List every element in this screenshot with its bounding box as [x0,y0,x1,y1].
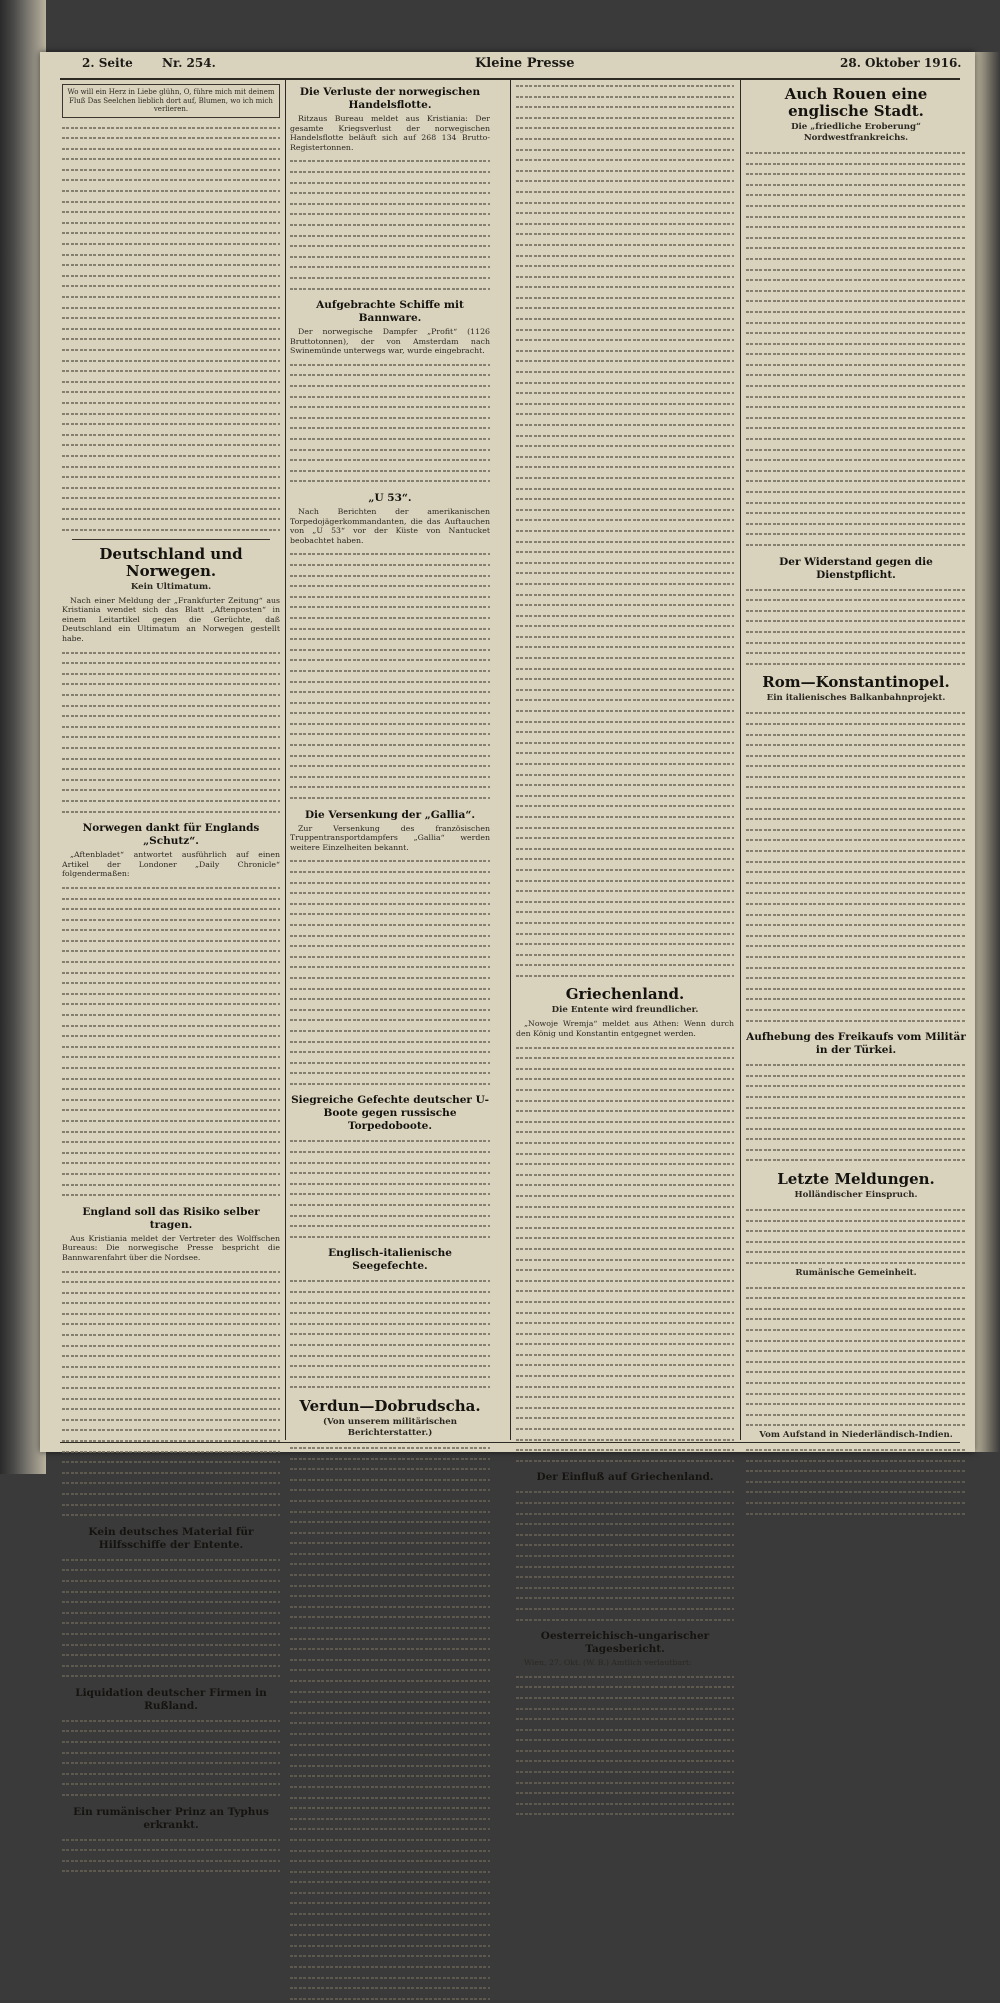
headline-england-risiko: England soll das Risiko selber tragen. [82,1205,260,1231]
column-rule [285,80,286,1440]
headline-griechenland: Griechenland. [565,985,685,1004]
page-edge [975,52,1000,1452]
body-text [290,548,490,802]
body-text [746,1444,966,1518]
article-text: Aus Kristiania meldet der Vertreter des Wolffschen Bureaus: Die norwegische Presse bespricht die Bannwarenfahrt über die Nordsee. [62,1233,280,1262]
body-text [62,882,280,1200]
article-text: „Aftenbladet“ antwortet ausführlich auf einen Artikel der Londoner „Daily Chronicle“ folgendermaßen: [62,850,280,879]
poem-box: Wo will ein Herz in Liebe glühn, O, führe mich mit deinem Fluß Das Seelchen lieblich dort auf, Blumen, wo ich mich verlieren. [62,84,280,118]
headline-verluste-handelsflotte: Die Verluste der norwegischen Handelsflotte. [299,86,481,111]
body-text [290,1275,490,1392]
footer-rule [60,1442,960,1443]
article-text: Der norwegische Dampfer „Profit“ (1126 Bruttotonnen), der von Amsterdam nach Swinemünde unterwegs war, wurde eingebracht. [290,327,490,356]
body-text [62,1554,280,1681]
page-number: 2. Seite [82,56,133,70]
issue-number: Nr. 254. [162,56,216,70]
column-4 [746,80,966,1518]
headline-seegefechte: Englisch-italienische Seegefechte. [328,1247,452,1273]
body-text [746,1282,966,1430]
headline-freikauf-tuerkei: Aufhebung des Freikaufs vom Militär in der Türkei. [746,1031,966,1057]
body-text [290,155,490,293]
body-text [62,1266,280,1520]
body-text [62,1834,280,1876]
separator [72,539,270,540]
body-text [290,359,490,486]
body-text [516,1042,734,1466]
body-text [746,147,966,550]
headline-deutschland-norwegen: Deutschland und Norwegen. [99,544,243,580]
headline-siegreiche-gefechte: Siegreiche Gefechte deutscher U-Boote gegen russische Torpedoboote. [291,1094,489,1133]
headline-widerstand: Der Widerstand gegen die Dienstpflicht. [779,555,933,581]
headline-liquidation: Liquidation deutscher Firmen in Rußland. [75,1686,267,1712]
article-text: Wien, 27. Okt. (W. B.) Amtlich verlautbart: [524,1658,692,1668]
column-3 [516,80,734,1819]
article-text: „Nowoje Wremja“ meldet aus Athen: Wenn durch den König und Konstantin entgegnet werden. [516,1019,734,1039]
body-text [746,707,966,1025]
headline-aufgebrachte-schiffe: Aufgebrachte Schiffe mit Bannware. [316,299,464,325]
body-text [62,122,280,535]
article-text: Zur Versenkung des französischen Truppentransportdampfers „Gallia“ werden weitere Einzelheiten bekannt. [290,823,490,852]
body-text [62,647,280,817]
body-text [746,1204,966,1268]
article-text: Ritzaus Bureau meldet aus Kristiania: Der gesamte Kriegsverlust der norwegischen Handelsflotte beläuft sich auf 268 134 Brutto-Registertonnen. [290,114,490,152]
headline-prinz-typhus: Ein rumänischer Prinz an Typhus erkrankt. [73,1805,269,1831]
body-text [290,855,490,1088]
issue-date: 28. Oktober 1916. [840,56,962,70]
headline-letzte-meldungen: Letzte Meldungen. [777,1170,935,1189]
subhead-hollaendischer-einspruch: Holländischer Einspruch. [794,1190,918,1201]
headline-rouen: Auch Rouen eine englische Stadt. [784,85,928,120]
paper-title: Kleine Presse [475,56,575,71]
headline-kein-material: Kein deutsches Material für Hilfsschiffe der Entente. [88,1525,254,1551]
body-text [516,80,734,980]
body-text [746,1059,966,1165]
subhead-rumaenische-gemeinheit: Rumänische Gemeinheit. [795,1267,917,1278]
headline-tagesbericht: Oesterreichisch-ungarischer Tagesbericht. [540,1630,710,1656]
body-text [516,1671,734,1819]
headline-norwegen-dankt: Norwegen dankt für Englands „Schutz“. [82,822,260,848]
subhead-entente-freundlicher: Die Entente wird freundlicher. [551,1005,699,1016]
body-text [746,584,966,669]
column-rule [740,80,741,1440]
column-1 [62,80,280,1876]
headline-gallia: Die Versenkung der „Gallia“. [304,808,476,821]
body-text [290,1442,490,2003]
subhead-aufstand-indien: Vom Aufstand in Niederländisch-Indien. [759,1429,953,1440]
article-text: Nach einer Meldung der „Frankfurter Zeitung“ aus Kristiania wendet sich das Blatt „Aftenposten“ in einem Leitartikel gegen die Gerüchte, daß Deutschland ein Ultimatum an Norwegen gestellt habe. [62,595,280,644]
newspaper-page [40,52,975,1831]
body-text [516,1486,734,1624]
body-text [62,1715,280,1800]
column-2 [290,80,490,2003]
headline-einfluss-griechenland: Der Einfluß auf Griechenland. [536,1471,714,1484]
subhead-berichterstatter: (Von unserem militärischen Berichterstatter.) [322,1416,458,1438]
subhead-kein-ultimatum: Kein Ultimatum. [130,581,212,592]
subhead-balkanbahnprojekt: Ein italienisches Balkanbahnprojekt. [766,693,946,704]
headline-verdun-dobrudscha: Verdun—Dobrudscha. [299,1396,481,1415]
body-text [290,1135,490,1241]
headline-rom-konstantinopel: Rom—Konstantinopel. [762,673,950,692]
article-text: Nach Berichten der amerikanischen Torpedojägerkommandanten, die das Auftauchen von „U 53“ vor der Küste von Nantucket beobachtet haben. [290,507,490,545]
column-rule [510,80,511,1440]
headline-u53: „U 53“. [368,492,412,504]
subhead-friedliche-eroberung: Die „friedliche Eroberung“ Nordwestfrankreichs. [791,122,921,143]
